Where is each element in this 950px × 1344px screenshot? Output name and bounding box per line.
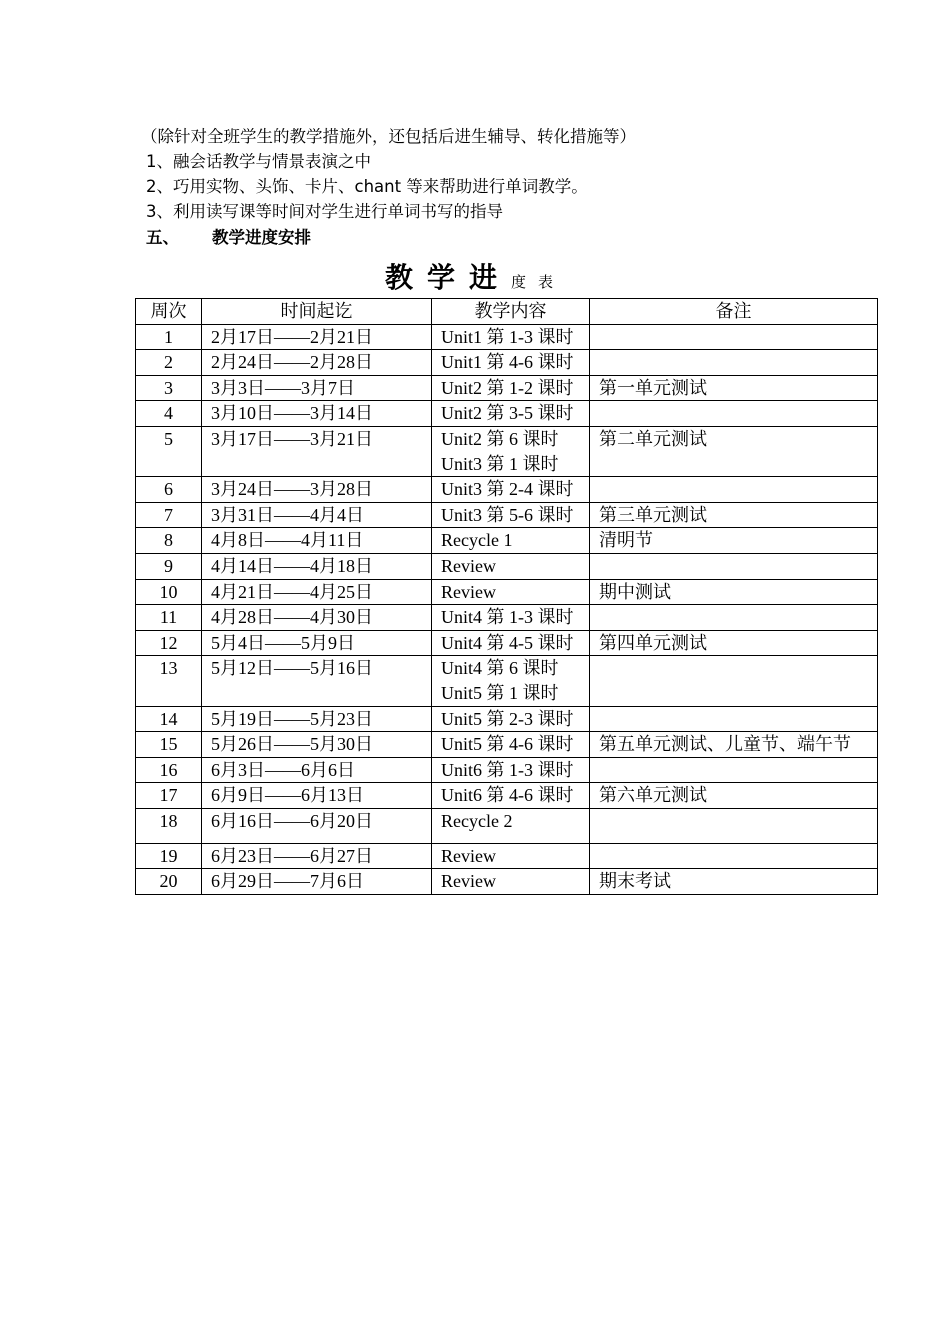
dates-cell: 6月29日——7月6日 xyxy=(202,869,432,895)
section-title: 教学进度安排 xyxy=(212,228,311,247)
table-row xyxy=(136,757,878,783)
dates-cell: 6月9日——6月13日 xyxy=(202,783,432,809)
remark-cell: 清明节 xyxy=(590,528,878,554)
content-cell xyxy=(432,426,590,476)
table-row xyxy=(136,869,878,895)
content-line: Unit1 第 4-6 课时 xyxy=(441,352,574,373)
content-cell xyxy=(432,553,590,579)
remark-cell: 第六单元测试 xyxy=(590,783,878,809)
table-row xyxy=(136,808,878,843)
dates-cell: 4月21日——4月25日 xyxy=(202,579,432,605)
intro-item-1: 1、融会话教学与情景表演之中 xyxy=(146,152,371,171)
content-cell xyxy=(432,783,590,809)
content-line: Unit5 第 2-3 课时 xyxy=(441,708,574,729)
content-cell xyxy=(432,528,590,554)
dates-cell: 2月24日——2月28日 xyxy=(202,350,432,376)
week-cell: 7 xyxy=(136,502,202,528)
table-row xyxy=(136,783,878,809)
content-line: Review xyxy=(441,871,496,892)
content-cell xyxy=(432,401,590,427)
dates-cell: 6月23日——6月27日 xyxy=(202,843,432,869)
intro-item-3: 3、利用读写课等时间对学生进行单词书写的指导 xyxy=(146,202,503,221)
table-row xyxy=(136,502,878,528)
dates-cell: 6月16日——6月20日 xyxy=(202,808,432,843)
header-row xyxy=(136,299,878,325)
section-heading xyxy=(146,225,311,250)
content-cell xyxy=(432,630,590,656)
dates-cell: 3月24日——3月28日 xyxy=(202,477,432,503)
table-row xyxy=(136,843,878,869)
content-cell xyxy=(432,477,590,503)
week-cell: 12 xyxy=(136,630,202,656)
table-row xyxy=(136,553,878,579)
remark-cell xyxy=(590,401,878,427)
table-row xyxy=(136,401,878,427)
content-line: Unit3 第 1 课时 xyxy=(441,453,559,474)
content-line: Review xyxy=(441,845,496,866)
remark-cell xyxy=(590,808,878,843)
week-cell: 9 xyxy=(136,553,202,579)
remark-cell: 第五单元测试、儿童节、端午节 xyxy=(590,732,878,758)
header-remark: 备注 xyxy=(590,299,878,325)
table-row xyxy=(136,477,878,503)
content-cell xyxy=(432,732,590,758)
dates-cell: 4月14日——4月18日 xyxy=(202,553,432,579)
remark-cell: 第一单元测试 xyxy=(590,375,878,401)
content-cell xyxy=(432,324,590,350)
week-cell: 10 xyxy=(136,579,202,605)
week-cell: 17 xyxy=(136,783,202,809)
week-cell: 5 xyxy=(136,426,202,476)
remark-cell xyxy=(590,605,878,631)
week-cell: 18 xyxy=(136,808,202,843)
dates-cell: 3月31日——4月4日 xyxy=(202,502,432,528)
table-row xyxy=(136,375,878,401)
content-line: Unit4 第 6 课时 xyxy=(441,658,559,679)
content-cell xyxy=(432,350,590,376)
content-line: Unit2 第 3-5 课时 xyxy=(441,403,574,424)
remark-cell xyxy=(590,553,878,579)
schedule-table xyxy=(135,298,878,895)
week-cell: 11 xyxy=(136,605,202,631)
content-line: Unit3 第 5-6 课时 xyxy=(441,504,574,525)
section-number: 五、 xyxy=(146,228,179,247)
content-line: Review xyxy=(441,581,496,602)
week-cell: 8 xyxy=(136,528,202,554)
table-row xyxy=(136,426,878,476)
intro-note: （除针对全班学生的教学措施外，还包括后进生辅导、转化措施等） xyxy=(141,127,636,146)
week-cell: 4 xyxy=(136,401,202,427)
week-cell: 6 xyxy=(136,477,202,503)
table-row xyxy=(136,579,878,605)
dates-cell: 2月17日——2月21日 xyxy=(202,324,432,350)
content-cell xyxy=(432,656,590,706)
remark-cell xyxy=(590,477,878,503)
remark-cell xyxy=(590,350,878,376)
table-row xyxy=(136,324,878,350)
remark-cell: 第三单元测试 xyxy=(590,502,878,528)
dates-cell: 5月26日——5月30日 xyxy=(202,732,432,758)
remark-cell xyxy=(590,706,878,732)
dates-cell: 5月19日——5月23日 xyxy=(202,706,432,732)
week-cell: 20 xyxy=(136,869,202,895)
week-cell: 3 xyxy=(136,375,202,401)
table-title xyxy=(0,256,950,296)
remark-cell xyxy=(590,324,878,350)
week-cell: 16 xyxy=(136,757,202,783)
intro-item-2: 2、巧用实物、头饰、卡片、chant 等来帮助进行单词教学。 xyxy=(146,177,588,196)
content-cell xyxy=(432,579,590,605)
content-cell xyxy=(432,605,590,631)
content-line: Unit5 第 4-6 课时 xyxy=(441,734,574,755)
content-line: Unit1 第 1-3 课时 xyxy=(441,326,574,347)
table-row xyxy=(136,656,878,706)
content-line: Unit2 第 6 课时 xyxy=(441,428,559,449)
remark-cell: 第二单元测试 xyxy=(590,426,878,476)
content-cell xyxy=(432,757,590,783)
week-cell: 13 xyxy=(136,656,202,706)
content-cell xyxy=(432,706,590,732)
table-row xyxy=(136,630,878,656)
dates-cell: 5月4日——5月9日 xyxy=(202,630,432,656)
table-row xyxy=(136,350,878,376)
dates-cell: 5月12日——5月16日 xyxy=(202,656,432,706)
header-week: 周次 xyxy=(136,299,202,325)
content-line: Recycle 1 xyxy=(441,530,513,551)
table-title-large: 教学进 xyxy=(384,261,511,294)
schedule-body xyxy=(136,324,878,894)
dates-cell: 4月8日——4月11日 xyxy=(202,528,432,554)
week-cell: 2 xyxy=(136,350,202,376)
content-line: Unit6 第 1-3 课时 xyxy=(441,759,574,780)
dates-cell: 3月17日——3月21日 xyxy=(202,426,432,476)
table-title-small: 度表 xyxy=(511,273,566,291)
week-cell: 19 xyxy=(136,843,202,869)
content-line: Review xyxy=(441,555,496,576)
dates-cell: 3月3日——3月7日 xyxy=(202,375,432,401)
week-cell: 14 xyxy=(136,706,202,732)
dates-cell: 6月3日——6月6日 xyxy=(202,757,432,783)
remark-cell: 第四单元测试 xyxy=(590,630,878,656)
table-row xyxy=(136,605,878,631)
header-content: 教学内容 xyxy=(432,299,590,325)
table-row xyxy=(136,732,878,758)
content-line: Unit4 第 1-3 课时 xyxy=(441,607,574,628)
table-row xyxy=(136,706,878,732)
content-cell xyxy=(432,808,590,843)
content-cell xyxy=(432,869,590,895)
remark-cell: 期末考试 xyxy=(590,869,878,895)
content-line: Unit4 第 4-5 课时 xyxy=(441,632,574,653)
remark-cell: 期中测试 xyxy=(590,579,878,605)
week-cell: 1 xyxy=(136,324,202,350)
dates-cell: 3月10日——3月14日 xyxy=(202,401,432,427)
header-dates: 时间起讫 xyxy=(202,299,432,325)
content-cell xyxy=(432,843,590,869)
content-cell xyxy=(432,502,590,528)
content-line: Unit5 第 1 课时 xyxy=(441,682,559,703)
content-line: Recycle 2 xyxy=(441,810,513,831)
content-cell xyxy=(432,375,590,401)
dates-cell: 4月28日——4月30日 xyxy=(202,605,432,631)
week-cell: 15 xyxy=(136,732,202,758)
content-line: Unit2 第 1-2 课时 xyxy=(441,377,574,398)
table-row xyxy=(136,528,878,554)
remark-cell xyxy=(590,757,878,783)
content-line: Unit6 第 4-6 课时 xyxy=(441,785,574,806)
remark-cell xyxy=(590,843,878,869)
remark-cell xyxy=(590,656,878,706)
content-line: Unit3 第 2-4 课时 xyxy=(441,479,574,500)
